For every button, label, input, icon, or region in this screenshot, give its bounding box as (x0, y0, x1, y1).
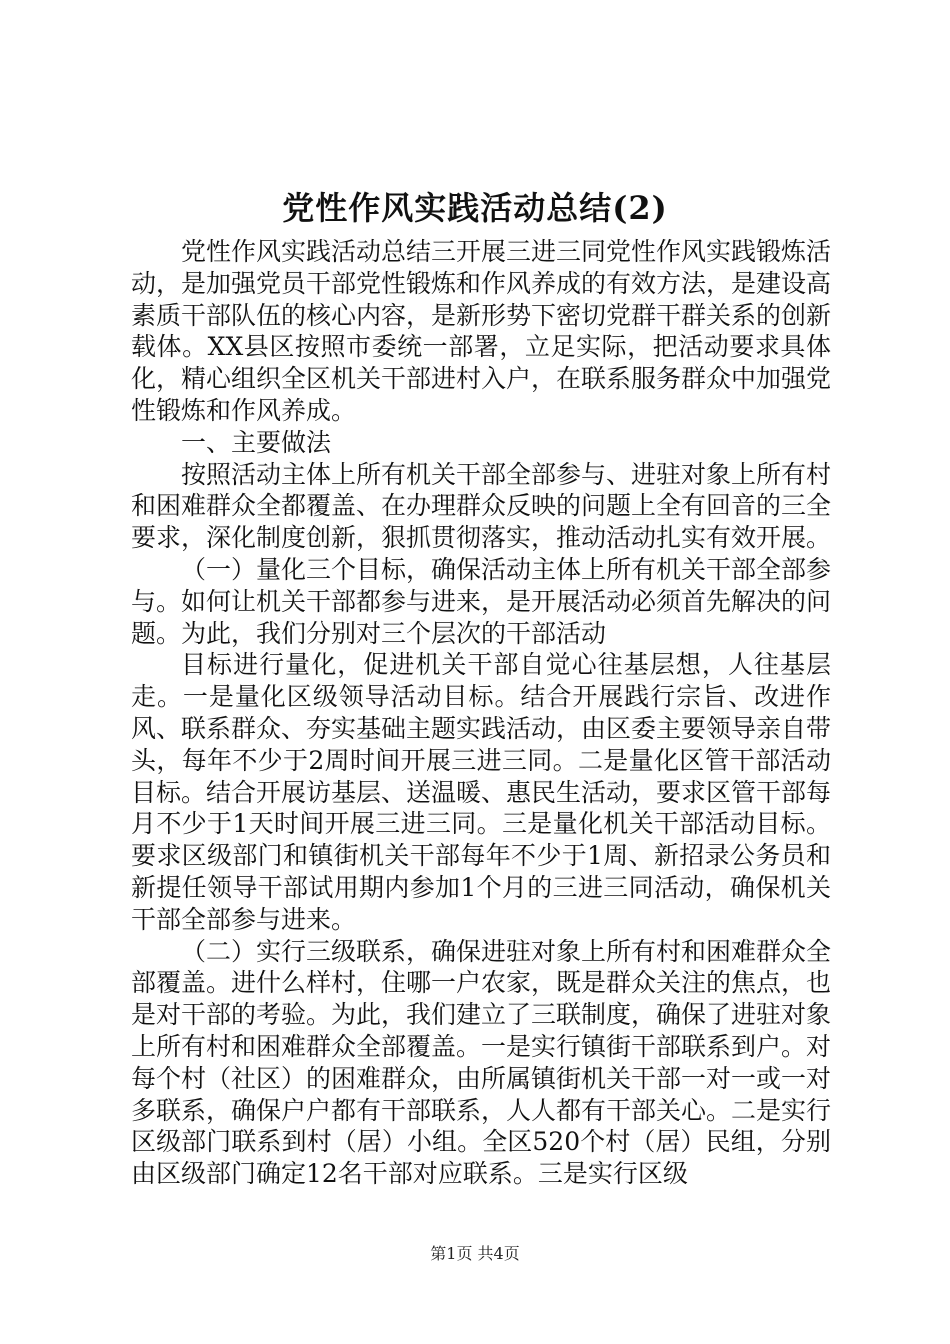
document-title: 党性作风实践活动总结(2) (282, 189, 668, 227)
paragraph-intro: 党性作风实践活动总结三开展三进三同党性作风实践锻炼活动，是加强党员干部党性锻炼和作风养成的有效方法，是建设高素质干部队伍的核心内容，是新形势下密切党群干群关系的创新载体。XX县区按照市委统一部署，立足实际，把活动要求具体化，精心组织全区机关干部进村入户，在联系服务群众中加强党性锻炼和作风养成。 (131, 237, 832, 425)
document-body (131, 236, 831, 1190)
paragraph-three-requirements: 按照活动主体上所有机关干部全部参与、进驻对象上所有村和困难群众全都覆盖、在办理群众反映的问题上全有回音的三全要求，深化制度创新，狠抓贯彻落实，推动活动扎实有效开展。 (131, 459, 832, 553)
section-heading-main-methods: 一、主要做法 (181, 427, 332, 457)
paragraph-subsection-2: （二）实行三级联系，确保进驻对象上所有村和困难群众全部覆盖。进什么样村，住哪一户农家，既是群众关注的焦点，也是对干部的考验。为此，我们建立了三联制度，确保了进驻对象上所有村和困难群众全部覆盖。一是实行镇街干部联系到户。对每个村（社区）的困难群众，由所属镇街机关干部一对一或一对多联系，确保户户都有干部联系，人人都有干部关心。二是实行区级部门联系到村（居）小组。全区520个村（居）民组，分别由区级部门确定12名干部对应联系。三是实行区级 (131, 936, 832, 1189)
paragraph-subsection-1: （一）量化三个目标，确保活动主体上所有机关干部全部参与。如何让机关干部都参与进来，是开展活动必须首先解决的问题。为此，我们分别对三个层次的干部活动 (131, 554, 832, 648)
page-footer: 第1页 共4页 (430, 1244, 520, 1263)
paragraph-targets: 目标进行量化，促进机关干部自觉心往基层想，人往基层走。一是量化区级领导活动目标。结合开展践行宗旨、改进作风、联系群众、夯实基础主题实践活动，由区委主要领导亲自带头，每年不少于2周时间开展三进三同。二是量化区管干部活动目标。结合开展访基层、送温暖、惠民生活动，要求区管干部每月不少于1天时间开展三进三同。三是量化机关干部活动目标。要求区级部门和镇街机关干部每年不少于1周、新招录公务员和新提任领导干部试用期内参加1个月的三进三同活动，确保机关干部全部参与进来。 (131, 650, 832, 934)
